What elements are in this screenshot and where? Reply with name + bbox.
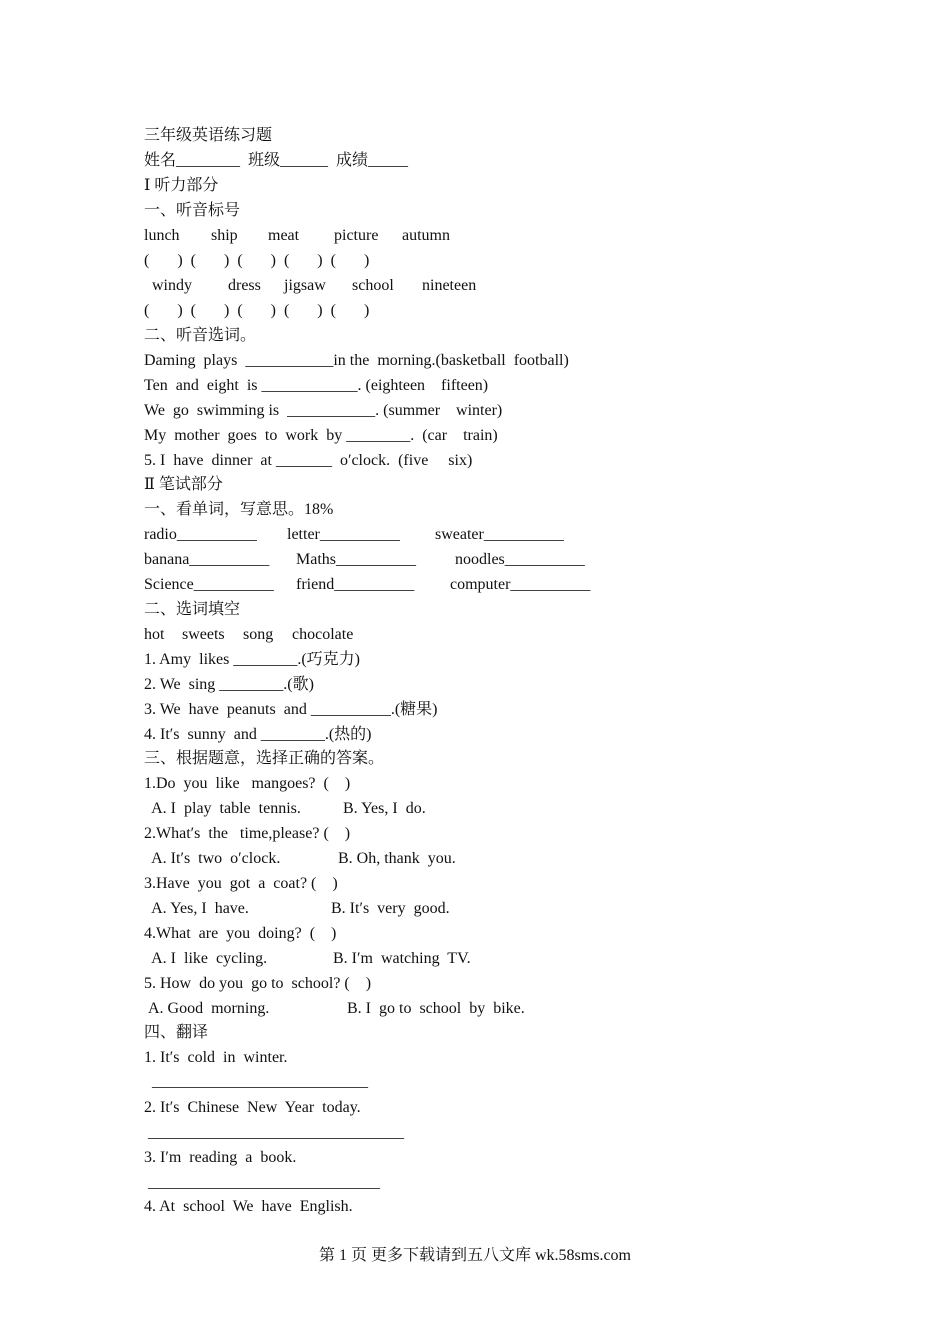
choice-option-a: A. Good morning. — [148, 1000, 270, 1017]
fill-blank-item: 4. It′s sunny and ________.(热的) — [144, 726, 372, 743]
word: lunch — [144, 227, 180, 244]
answer-blank: _____________________________ — [148, 1174, 380, 1191]
word-option: sweets — [182, 626, 225, 643]
choice-option-b: B. It′s very good. — [331, 900, 450, 917]
choice-option-a: A. I like cycling. — [148, 950, 268, 967]
fill-blank-item: 2. We sing ________.(歌) — [144, 676, 314, 693]
word: picture — [334, 227, 379, 244]
choice-question: 5. How do you go to school? ( ) — [144, 975, 372, 992]
translate-heading: 四、翻译 — [144, 1024, 209, 1041]
listen-item: 5. I have dinner at _______ o′clock. (five six) — [144, 452, 473, 469]
choice-question: 2.What′s the time,please? ( ) — [144, 825, 351, 842]
vocab-item: noodles__________ — [455, 551, 585, 568]
choice-option-b: B. Oh, thank you. — [338, 850, 456, 867]
fill-blank-item: 3. We have peanuts and __________.(糖果) — [144, 701, 438, 718]
page-footer: 第 1 页 更多下载请到五八文库 wk.58sms.com — [318, 1247, 631, 1264]
listen-item: My mother goes to work by ________. (car train) — [144, 427, 498, 444]
translate-item: 4. At school We have English. — [144, 1198, 353, 1215]
vocab-item: radio__________ — [144, 526, 257, 543]
choice-option-b: B. Yes, I do. — [343, 800, 426, 817]
vocab-item: sweater__________ — [435, 526, 564, 543]
vocab-item: computer__________ — [450, 576, 591, 593]
word: windy — [152, 277, 192, 294]
vocab-item: Science__________ — [144, 576, 274, 593]
answer-brackets-row: ( ) ( ) ( ) ( ) ( ) — [144, 302, 370, 319]
translate-item: 2. It′s Chinese New Year today. — [144, 1099, 361, 1116]
listen-item: We go swimming is ___________. (summer winter) — [144, 402, 503, 419]
word-option: hot — [144, 626, 165, 643]
part1-heading: Ⅰ 听力部分 — [144, 177, 219, 194]
word: nineteen — [422, 277, 477, 294]
choice-option-b: B. I′m watching TV. — [333, 950, 471, 967]
word: jigsaw — [284, 277, 326, 294]
choice-option-a: A. Yes, I have. — [148, 900, 249, 917]
choice-heading: 三、根据题意，选择正确的答案。 — [144, 750, 385, 767]
choice-option-a: A. I play table tennis. — [148, 800, 301, 817]
vocab-item: banana__________ — [144, 551, 270, 568]
page-title: 三年级英语练习题 — [144, 127, 273, 144]
vocab-item: friend__________ — [296, 576, 415, 593]
choice-option-a: A. It′s two o′clock. — [148, 850, 281, 867]
listen-choose-heading: 二、听音选词。 — [144, 327, 257, 344]
vocab-heading: 一、看单词，写意思。18% — [144, 501, 334, 518]
translate-item: 3. I′m reading a book. — [144, 1149, 297, 1166]
translate-item: 1. It′s cold in winter. — [144, 1049, 288, 1066]
word: school — [352, 277, 394, 294]
choice-option-b: B. I go to school by bike. — [347, 1000, 525, 1017]
choice-question: 3.Have you got a coat? ( ) — [144, 875, 338, 892]
choice-question: 1.Do you like mangoes? ( ) — [144, 775, 351, 792]
fill-blank-item: 1. Amy likes ________.(巧克力) — [144, 651, 360, 668]
word: ship — [211, 227, 238, 244]
fill-blank-heading: 二、选词填空 — [144, 601, 241, 618]
word: meat — [268, 227, 300, 244]
answer-blank: ________________________________ — [148, 1124, 404, 1141]
answer-blank: ___________________________ — [148, 1073, 368, 1090]
word: dress — [228, 277, 261, 294]
vocab-item: Maths__________ — [296, 551, 416, 568]
student-info-line: 姓名________ 班级______ 成绩_____ — [144, 152, 409, 169]
part2-heading: Ⅱ 笔试部分 — [144, 476, 223, 493]
word: autumn — [402, 227, 450, 244]
answer-brackets-row: ( ) ( ) ( ) ( ) ( ) — [144, 252, 370, 269]
choice-question: 4.What are you doing? ( ) — [144, 925, 337, 942]
vocab-item: letter__________ — [287, 526, 400, 543]
word-option: chocolate — [292, 626, 354, 643]
word-option: song — [243, 626, 274, 643]
listen-number-heading: 一、听音标号 — [144, 202, 241, 219]
listen-item: Daming plays ___________in the morning.(basketball football) — [144, 352, 569, 369]
listen-item: Ten and eight is ____________. (eighteen fifteen) — [144, 377, 489, 394]
